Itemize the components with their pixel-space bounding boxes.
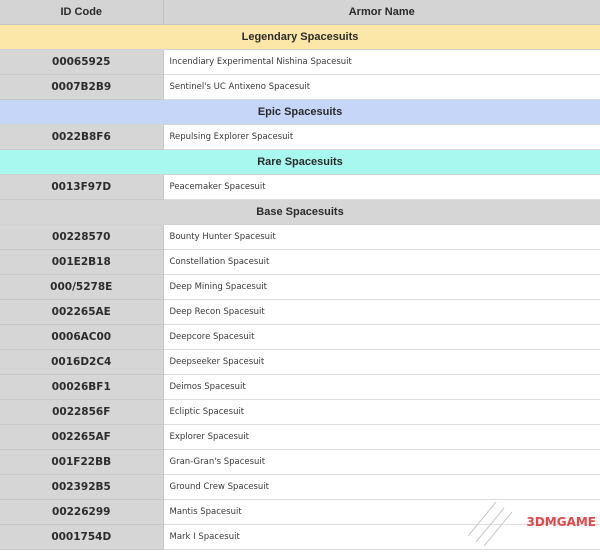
section-row bbox=[0, 150, 600, 175]
table-row bbox=[0, 500, 600, 525]
table-row bbox=[0, 125, 600, 150]
table-row bbox=[0, 425, 600, 450]
id-code-header: ID Code bbox=[0, 0, 163, 25]
section-title: Base Spacesuits bbox=[0, 200, 600, 225]
armor-name-cell: Constellation Spacesuit bbox=[163, 250, 600, 275]
armor-name-header: Armor Name bbox=[163, 0, 600, 25]
section-title: Rare Spacesuits bbox=[0, 150, 600, 175]
table-row bbox=[0, 300, 600, 325]
armor-name-cell: Bounty Hunter Spacesuit bbox=[163, 225, 600, 250]
armor-name-cell: Ecliptic Spacesuit bbox=[163, 400, 600, 425]
watermark-text: 3DMGAME bbox=[526, 515, 596, 529]
table-row bbox=[0, 275, 600, 300]
table-body bbox=[0, 25, 600, 550]
id-code-cell: 0022856F bbox=[0, 400, 163, 425]
table-row bbox=[0, 50, 600, 75]
armor-name-cell: Mark I Spacesuit bbox=[163, 525, 600, 550]
armor-name-cell: Ground Crew Spacesuit bbox=[163, 475, 600, 500]
id-code-cell: 0016D2C4 bbox=[0, 350, 163, 375]
table-row bbox=[0, 525, 600, 550]
table-row bbox=[0, 325, 600, 350]
section-row bbox=[0, 25, 600, 50]
id-code-cell: 00226299 bbox=[0, 500, 163, 525]
armor-name-cell: Gran-Gran's Spacesuit bbox=[163, 450, 600, 475]
armor-name-cell: Explorer Spacesuit bbox=[163, 425, 600, 450]
armor-name-cell: Deimos Spacesuit bbox=[163, 375, 600, 400]
id-code-cell: 0022B8F6 bbox=[0, 125, 163, 150]
id-code-cell: 00228570 bbox=[0, 225, 163, 250]
section-title: Legendary Spacesuits bbox=[0, 25, 600, 50]
armor-name-cell: Deep Mining Spacesuit bbox=[163, 275, 600, 300]
section-title: Epic Spacesuits bbox=[0, 100, 600, 125]
armor-name-cell: Sentinel's UC Antixeno Spacesuit bbox=[163, 75, 600, 100]
section-row bbox=[0, 100, 600, 125]
armor-name-cell: Repulsing Explorer Spacesuit bbox=[163, 125, 600, 150]
table-row bbox=[0, 225, 600, 250]
table-row bbox=[0, 75, 600, 100]
table-row bbox=[0, 350, 600, 375]
armor-name-cell: Mantis Spacesuit bbox=[163, 500, 600, 525]
id-code-cell: 002392B5 bbox=[0, 475, 163, 500]
armor-name-cell: Peacemaker Spacesuit bbox=[163, 175, 600, 200]
table-row bbox=[0, 375, 600, 400]
id-code-cell: 0013F97D bbox=[0, 175, 163, 200]
table-row bbox=[0, 400, 600, 425]
id-code-cell: 0001754D bbox=[0, 525, 163, 550]
table-row bbox=[0, 175, 600, 200]
section-row bbox=[0, 200, 600, 225]
armor-name-cell: Deepcore Spacesuit bbox=[163, 325, 600, 350]
id-code-cell: 0007B2B9 bbox=[0, 75, 163, 100]
header-row bbox=[0, 0, 600, 25]
id-code-cell: 00026BF1 bbox=[0, 375, 163, 400]
armor-name-cell: Deepseeker Spacesuit bbox=[163, 350, 600, 375]
table-row bbox=[0, 475, 600, 500]
armor-name-cell: Deep Recon Spacesuit bbox=[163, 300, 600, 325]
id-code-cell: 00065925 bbox=[0, 50, 163, 75]
id-code-cell: 002265AF bbox=[0, 425, 163, 450]
table-row bbox=[0, 450, 600, 475]
id-code-cell: 000/5278E bbox=[0, 275, 163, 300]
id-code-cell: 001F22BB bbox=[0, 450, 163, 475]
id-code-cell: 0006AC00 bbox=[0, 325, 163, 350]
table-row bbox=[0, 250, 600, 275]
id-code-cell: 002265AE bbox=[0, 300, 163, 325]
armor-name-cell: Incendiary Experimental Nishina Spacesuit bbox=[163, 50, 600, 75]
id-code-cell: 001E2B18 bbox=[0, 250, 163, 275]
